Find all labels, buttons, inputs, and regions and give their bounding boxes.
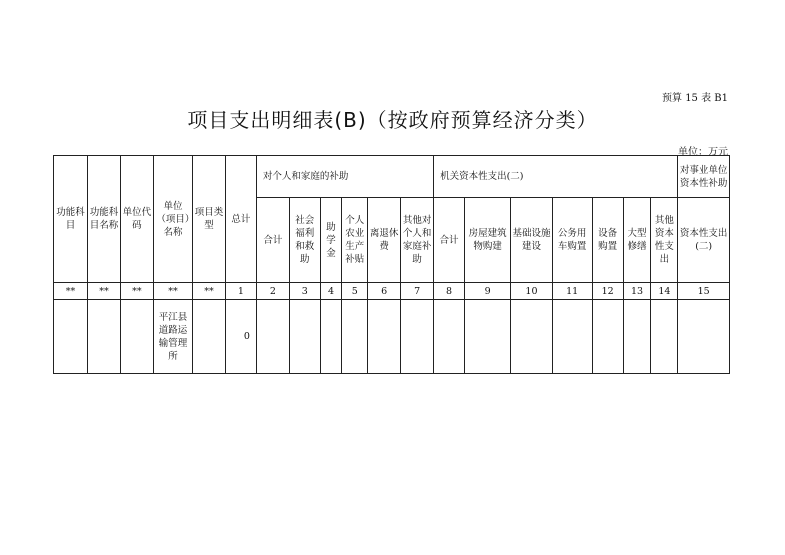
cell-func-subject (54, 300, 88, 374)
cell-value (678, 300, 730, 374)
index-cell: 9 (465, 283, 511, 300)
index-cell: ** (193, 283, 226, 300)
header-p-agri-subsidy: 个人农业生产补贴 (342, 198, 368, 283)
cell-value (289, 300, 320, 374)
cell-func-subject-name (87, 300, 120, 374)
index-cell: 3 (289, 283, 320, 300)
header-func-subject: 功能科目 (54, 156, 88, 283)
index-cell: 10 (511, 283, 552, 300)
header-a-repair: 大型修缮 (623, 198, 651, 283)
index-cell: ** (54, 283, 88, 300)
form-code: 预算 15 表 B1 (662, 93, 728, 104)
index-cell: 14 (651, 283, 678, 300)
index-cell: 12 (592, 283, 623, 300)
header-project-type: 项目类型 (193, 156, 226, 283)
expenditure-table (53, 155, 730, 374)
header-row-1 (54, 156, 730, 198)
header-p-subtotal: 合计 (256, 198, 289, 283)
cell-project-type (193, 300, 226, 374)
header-group-enterprise-capital: 对事业单位资本性补助 (678, 156, 730, 198)
cell-unit-name: 平江县道路运输管理所 (153, 300, 192, 374)
index-cell: 6 (368, 283, 401, 300)
cell-value (434, 300, 465, 374)
index-cell: 2 (256, 283, 289, 300)
header-a-housing: 房屋建筑物购建 (465, 198, 511, 283)
unit-label: 单位：万元 (678, 147, 728, 158)
header-a-vehicle: 公务用车购置 (552, 198, 592, 283)
header-group-personal: 对个人和家庭的补助 (256, 156, 433, 198)
header-a-other: 其他资本性支出 (651, 198, 678, 283)
header-total: 总计 (225, 156, 256, 283)
cell-value (342, 300, 368, 374)
index-cell: 4 (320, 283, 342, 300)
cell-value (511, 300, 552, 374)
header-p-other: 其他对个人和家庭补助 (401, 198, 434, 283)
index-cell: 1 (225, 283, 256, 300)
page-title: 项目支出明细表(B)（按政府预算经济分类） (187, 108, 598, 132)
header-group-agency-capital: 机关资本性支出(二) (434, 156, 678, 198)
header-e-capital: 资本性支出(二) (678, 198, 730, 283)
cell-total: 0 (225, 300, 256, 374)
header-a-equipment: 设备购置 (592, 198, 623, 283)
index-cell: 11 (552, 283, 592, 300)
header-a-infrastructure: 基础设施建设 (511, 198, 552, 283)
index-cell: 15 (678, 283, 730, 300)
index-cell: 7 (401, 283, 434, 300)
index-cell: 5 (342, 283, 368, 300)
cell-value (552, 300, 592, 374)
header-a-subtotal: 合计 (434, 198, 465, 283)
cell-value (465, 300, 511, 374)
cell-value (368, 300, 401, 374)
cell-value (623, 300, 651, 374)
index-cell: ** (120, 283, 153, 300)
cell-unit-code (120, 300, 153, 374)
cell-value (320, 300, 342, 374)
cell-value (256, 300, 289, 374)
index-cell: 13 (623, 283, 651, 300)
header-p-social-welfare: 社会福利和救助 (289, 198, 320, 283)
header-unit-code: 单位代码 (120, 156, 153, 283)
index-row (54, 283, 730, 300)
cell-value (401, 300, 434, 374)
index-cell: ** (153, 283, 192, 300)
cell-value (651, 300, 678, 374)
header-p-retirement: 离退休费 (368, 198, 401, 283)
table-row (54, 300, 730, 374)
index-cell: ** (87, 283, 120, 300)
header-p-stipend: 助学金 (320, 198, 342, 283)
cell-value (592, 300, 623, 374)
header-func-subject-name: 功能科目名称 (87, 156, 120, 283)
header-unit-name: 单位（项目）名称 (153, 156, 192, 283)
index-cell: 8 (434, 283, 465, 300)
